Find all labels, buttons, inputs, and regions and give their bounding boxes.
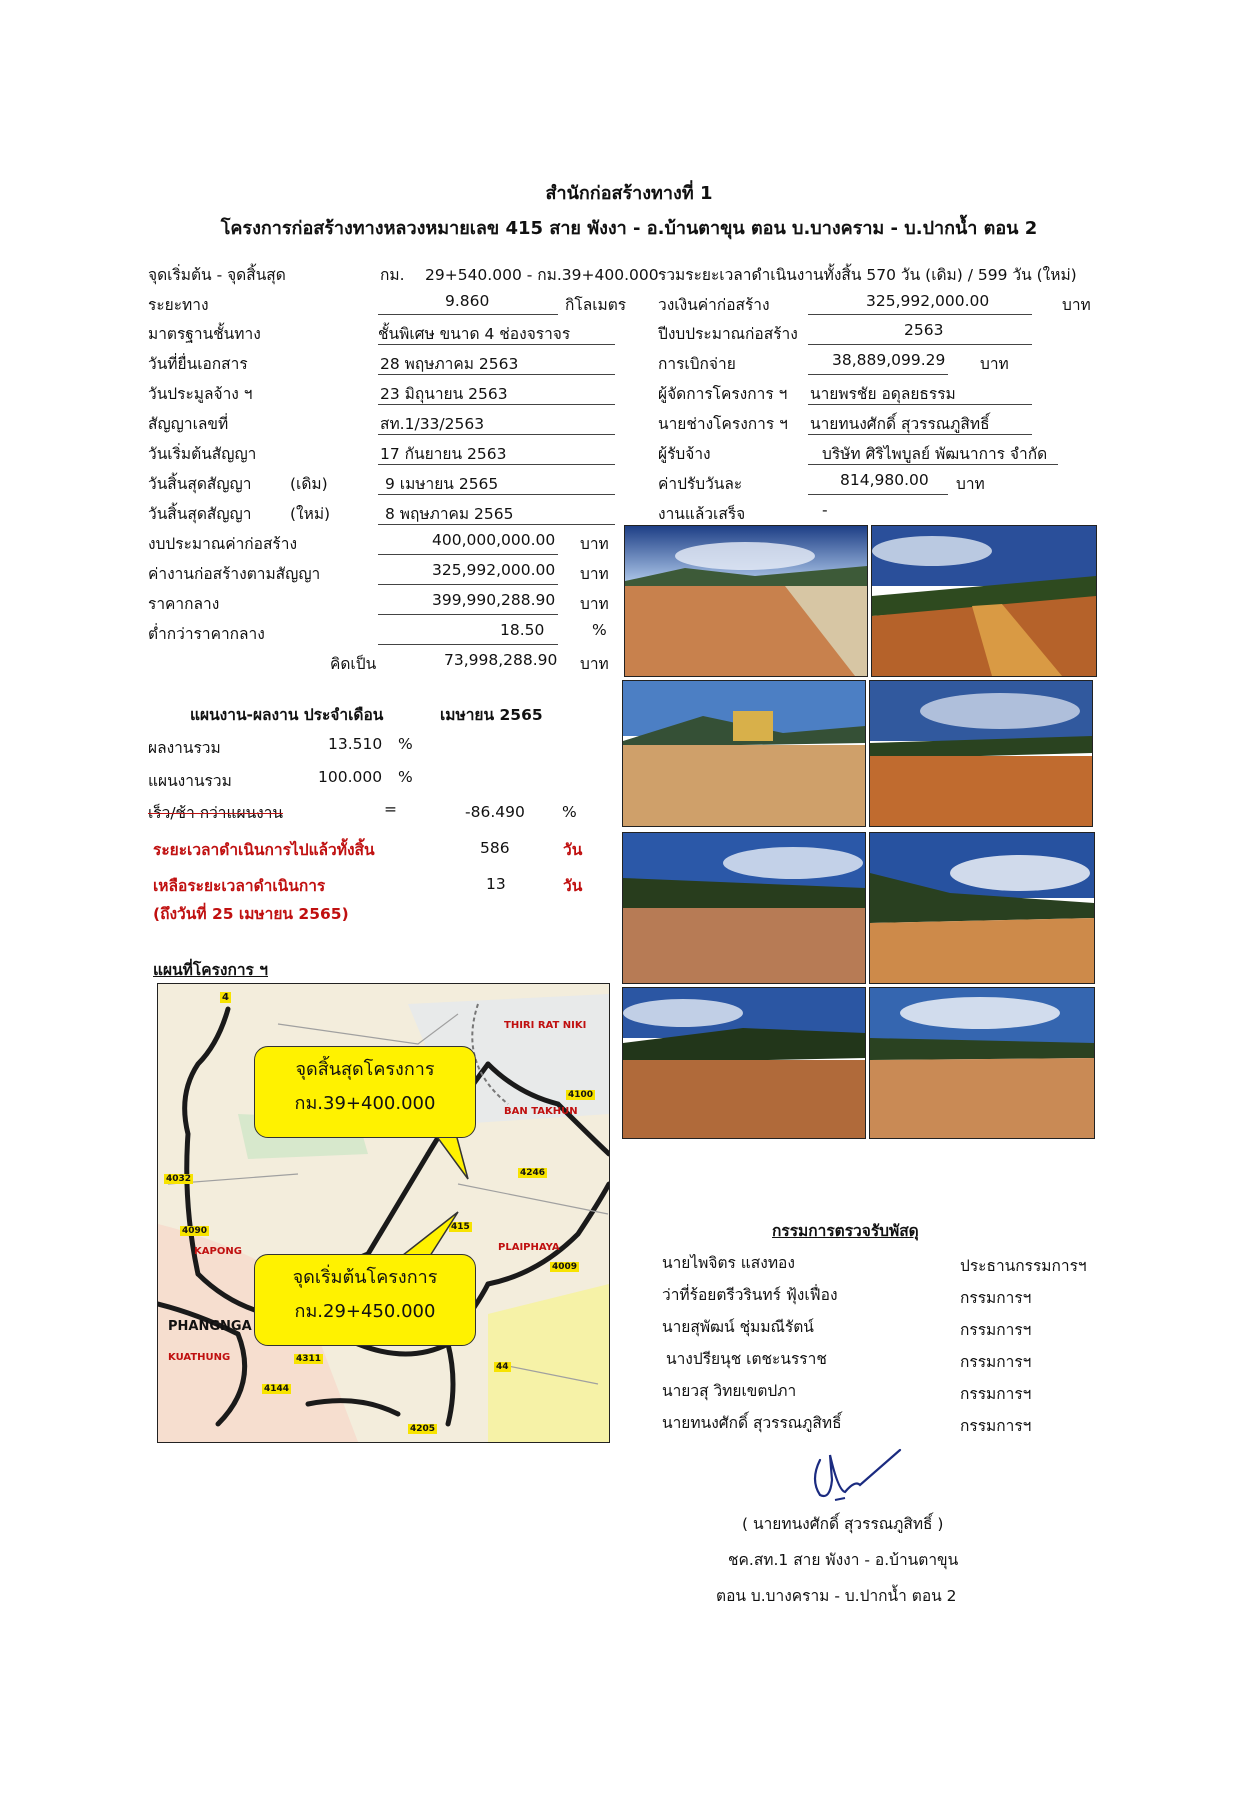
project-map: [157, 983, 610, 1443]
info-label-contract-no: สัญญาเลขที่: [148, 415, 229, 433]
right-label-disbursement: การเบิกจ่าย: [658, 355, 736, 373]
project-title: โครงการก่อสร้างทางหลวงหมายเลข 415 สาย พังงา - อ.บ้านตาขุน ตอน บ.บางคราม - บ.ปากน้ำ ตอน 2: [220, 218, 1038, 239]
committee-member-role: กรรมการฯ: [960, 1417, 1032, 1435]
route-marker: 44: [496, 1362, 509, 1372]
info-unit-distance: กิโลเมตร: [565, 296, 627, 314]
underline: [378, 614, 558, 615]
progress-label-diff: เร็ว/ช้า กว่าแผนงาน: [148, 804, 284, 822]
route-marker: 4205: [410, 1424, 436, 1434]
right-value-contractor: บริษัท ศิริไพบูลย์ พัฒนาการ จำกัด: [822, 445, 1048, 463]
remain-value: 13: [486, 875, 506, 893]
budget-value-contract: 325,992,000.00: [432, 561, 556, 579]
committee-member-role: กรรมการฯ: [960, 1353, 1032, 1371]
info-value-standard: ชั้นพิเศษ ขนาด 4 ช่องจราจร: [378, 325, 571, 343]
underline: [378, 524, 615, 525]
right-label-contractor: ผู้รับจ้าง: [658, 445, 711, 463]
right-value-disbursement: 38,889,099.29: [832, 351, 946, 369]
start-point-callout-line2: กม.29+450.000: [294, 1301, 436, 1322]
remain-unit: วัน: [563, 877, 583, 895]
underline: [378, 374, 615, 375]
progress-label-plan: แผนงานรวม: [148, 772, 232, 790]
site-photo: [622, 987, 866, 1139]
progress-unit-actual: %: [398, 735, 413, 753]
route-marker: 4: [222, 992, 229, 1003]
info-prefix-old: (เดิม): [290, 475, 328, 493]
route-marker: 415: [451, 1222, 470, 1232]
site-photo: [622, 832, 866, 984]
total-duration: รวมระยะเวลาดำเนินงานทั้งสิ้น 570 วัน (เดิม) / 599 วัน (ใหม่): [658, 266, 1077, 284]
right-value-completed: -: [822, 501, 828, 519]
committee-title: กรรมการตรวจรับพัสดุ: [772, 1222, 919, 1240]
budget-label-contract: ค่างานก่อสร้างตามสัญญา: [148, 565, 321, 583]
progress-title: แผนงาน-ผลงาน ประจำเดือน: [190, 706, 384, 724]
right-label-contract-amount: วงเงินค่าก่อสร้าง: [658, 296, 770, 314]
underline: [378, 344, 615, 345]
right-label-project-engineer: นายช่างโครงการ ฯ: [658, 415, 788, 433]
right-unit-daily-fine: บาท: [956, 475, 985, 493]
right-unit-contract-amount: บาท: [1062, 296, 1091, 314]
progress-diff-eq: =: [384, 800, 397, 818]
info-label-contract-end-new: วันสิ้นสุดสัญญา: [148, 505, 252, 523]
route-marker: 4144: [264, 1384, 290, 1394]
underline: [378, 494, 615, 495]
budget-label-estimate: งบประมาณค่าก่อสร้าง: [148, 535, 298, 553]
progress-month: เมษายน 2565: [440, 706, 543, 724]
map-label-ban-takhun: BAN TAKHUN: [504, 1106, 578, 1117]
underline: [378, 314, 558, 315]
route-marker: 4032: [166, 1174, 192, 1184]
right-label-project-manager: ผู้จัดการโครงการ ฯ: [658, 385, 788, 403]
committee-member-name: นายสุพัฒน์ ชุ่มมณีรัตน์: [662, 1318, 814, 1336]
underline: [808, 404, 1032, 405]
start-point-callout: [254, 1254, 476, 1346]
underline: [378, 404, 615, 405]
map-label-phangnga: PHANGNGA: [168, 1319, 252, 1334]
underline: [378, 584, 558, 585]
site-photo: [869, 832, 1095, 984]
remain-label: เหลือระยะเวลาดำเนินการ: [153, 877, 326, 895]
start-point-callout-line1: จุดเริ่มต้นโครงการ: [292, 1267, 438, 1288]
end-point-callout: [254, 1046, 476, 1138]
progress-value-actual: 13.510: [328, 735, 383, 753]
right-value-project-manager: นายพรชัย อดุลยธรรม: [810, 385, 956, 403]
committee-member-role: กรรมการฯ: [960, 1289, 1032, 1307]
as-of-date: (ถึงวันที่ 25 เมษายน 2565): [153, 905, 349, 923]
progress-value-plan: 100.000: [318, 768, 383, 786]
info-label-contract-end-old: วันสิ้นสุดสัญญา: [148, 475, 252, 493]
budget-label-equivalent: คิดเป็น: [330, 655, 377, 673]
right-label-completed: งานแล้วเสร็จ: [658, 505, 746, 523]
committee-member-name: นายทนงศักดิ์ สุวรรณภูสิทธิ์: [662, 1414, 842, 1432]
info-value-distance: 9.860: [445, 292, 490, 310]
underline: [808, 314, 1032, 315]
underline: [808, 374, 948, 375]
info-label-distance: ระยะทาง: [148, 296, 209, 314]
right-value-contract-amount: 325,992,000.00: [866, 292, 990, 310]
underline: [378, 644, 558, 645]
info-label-standard: มาตรฐานชั้นทาง: [148, 325, 261, 343]
signature-image: [800, 1440, 910, 1510]
site-photo: [622, 680, 866, 827]
site-photo: [869, 680, 1093, 827]
site-photo: [624, 525, 868, 677]
info-value-auction-date: 23 มิถุนายน 2563: [380, 385, 508, 403]
map-label-kapong: KAPONG: [194, 1246, 242, 1257]
committee-member-name: นายวสุ วิทยเขตปภา: [662, 1382, 797, 1400]
underline: [808, 434, 1032, 435]
right-label-daily-fine: ค่าปรับวันละ: [658, 475, 743, 493]
info-label-start-end: จุดเริ่มต้น - จุดสิ้นสุด: [148, 266, 286, 284]
route-marker: 4311: [296, 1354, 322, 1364]
budget-value-equivalent: 73,998,288.90: [444, 651, 558, 669]
info-value-contract-end-old: 9 เมษายน 2565: [385, 475, 499, 493]
committee-member-role: กรรมการฯ: [960, 1385, 1032, 1403]
right-value-daily-fine: 814,980.00: [840, 471, 929, 489]
map-label-thiri-rat-niki: THIRI RAT NIKI: [504, 1020, 587, 1031]
end-point-callout-line2: กม.39+400.000: [294, 1093, 436, 1114]
elapsed-label: ระยะเวลาดำเนินการไปแล้วทั้งสิ้น: [153, 841, 375, 859]
office-title: สำนักก่อสร้างทางที่ 1: [545, 183, 713, 204]
map-heading: แผนที่โครงการ ฯ: [153, 961, 268, 979]
budget-unit-contract: บาท: [580, 565, 609, 583]
committee-member-role: กรรมการฯ: [960, 1321, 1032, 1339]
budget-label-median: ราคากลาง: [148, 595, 220, 613]
committee-member-name: นายไพจิตร แสงทอง: [662, 1254, 795, 1272]
elapsed-value: 586: [480, 839, 510, 857]
site-photo: [869, 987, 1095, 1139]
info-value-contract-no: สท.1/33/2563: [380, 415, 485, 433]
info-label-submit-date: วันที่ยื่นเอกสาร: [148, 355, 248, 373]
map-label-kuathung: KUATHUNG: [168, 1352, 231, 1363]
info-value-start-end: 29+540.000 - กม.39+400.000: [425, 266, 659, 284]
right-label-budget-year: ปีงบประมาณก่อสร้าง: [658, 325, 798, 343]
site-photo: [871, 525, 1097, 677]
budget-unit-below-median: %: [592, 621, 607, 639]
progress-label-actual: ผลงานรวม: [148, 739, 221, 757]
right-unit-disbursement: บาท: [980, 355, 1009, 373]
committee-member-name: นางปรียนุช เตชะนรราช: [666, 1350, 827, 1368]
progress-unit-diff: %: [562, 803, 577, 821]
route-marker: 4100: [568, 1090, 594, 1100]
info-value-contract-start: 17 กันยายน 2563: [380, 445, 507, 463]
underline: [378, 434, 615, 435]
info-prefix-new: (ใหม่): [290, 505, 331, 523]
info-value-submit-date: 28 พฤษภาคม 2563: [380, 355, 519, 373]
committee-member-role: ประธานกรรมการฯ: [960, 1257, 1087, 1275]
elapsed-unit: วัน: [563, 841, 583, 859]
progress-value-diff: -86.490: [465, 803, 525, 821]
right-value-project-engineer: นายทนงศักดิ์ สุวรรณภูสิทธิ์: [810, 415, 990, 433]
info-prefix-km: กม.: [380, 266, 405, 284]
progress-unit-plan: %: [398, 768, 413, 786]
info-label-contract-start: วันเริ่มต้นสัญญา: [148, 445, 257, 463]
underline: [808, 344, 1032, 345]
signer-name: ( นายทนงศักดิ์ สุวรรณภูสิทธิ์ ): [742, 1515, 944, 1533]
route-marker: 4090: [182, 1226, 208, 1236]
route-marker: 4009: [552, 1262, 578, 1272]
signer-position: ชค.สท.1 สาย พังงา - อ.บ้านตาขุน: [728, 1551, 959, 1569]
underline: [378, 554, 558, 555]
budget-unit-estimate: บาท: [580, 535, 609, 553]
route-marker: 4246: [520, 1168, 546, 1178]
budget-value-estimate: 400,000,000.00: [432, 531, 556, 549]
budget-unit-equivalent: บาท: [580, 655, 609, 673]
budget-label-below-median: ต่ำกว่าราคากลาง: [148, 625, 265, 643]
signer-section: ตอน บ.บางคราม - บ.ปากน้ำ ตอน 2: [716, 1587, 957, 1605]
budget-value-below-median: 18.50: [500, 621, 545, 639]
map-label-plaiphaya: PLAIPHAYA: [498, 1242, 560, 1253]
right-value-budget-year: 2563: [904, 321, 944, 339]
underline: [378, 464, 615, 465]
info-value-contract-end-new: 8 พฤษภาคม 2565: [385, 505, 514, 523]
underline: [808, 494, 948, 495]
info-label-auction-date: วันประมูลจ้าง ฯ: [148, 385, 253, 403]
budget-unit-median: บาท: [580, 595, 609, 613]
end-point-callout-line1: จุดสิ้นสุดโครงการ: [295, 1059, 435, 1080]
underline: [808, 464, 1058, 465]
budget-value-median: 399,990,288.90: [432, 591, 556, 609]
committee-member-name: ว่าที่ร้อยตรีวรินทร์ ฟุ้งเฟื่อง: [662, 1286, 838, 1304]
